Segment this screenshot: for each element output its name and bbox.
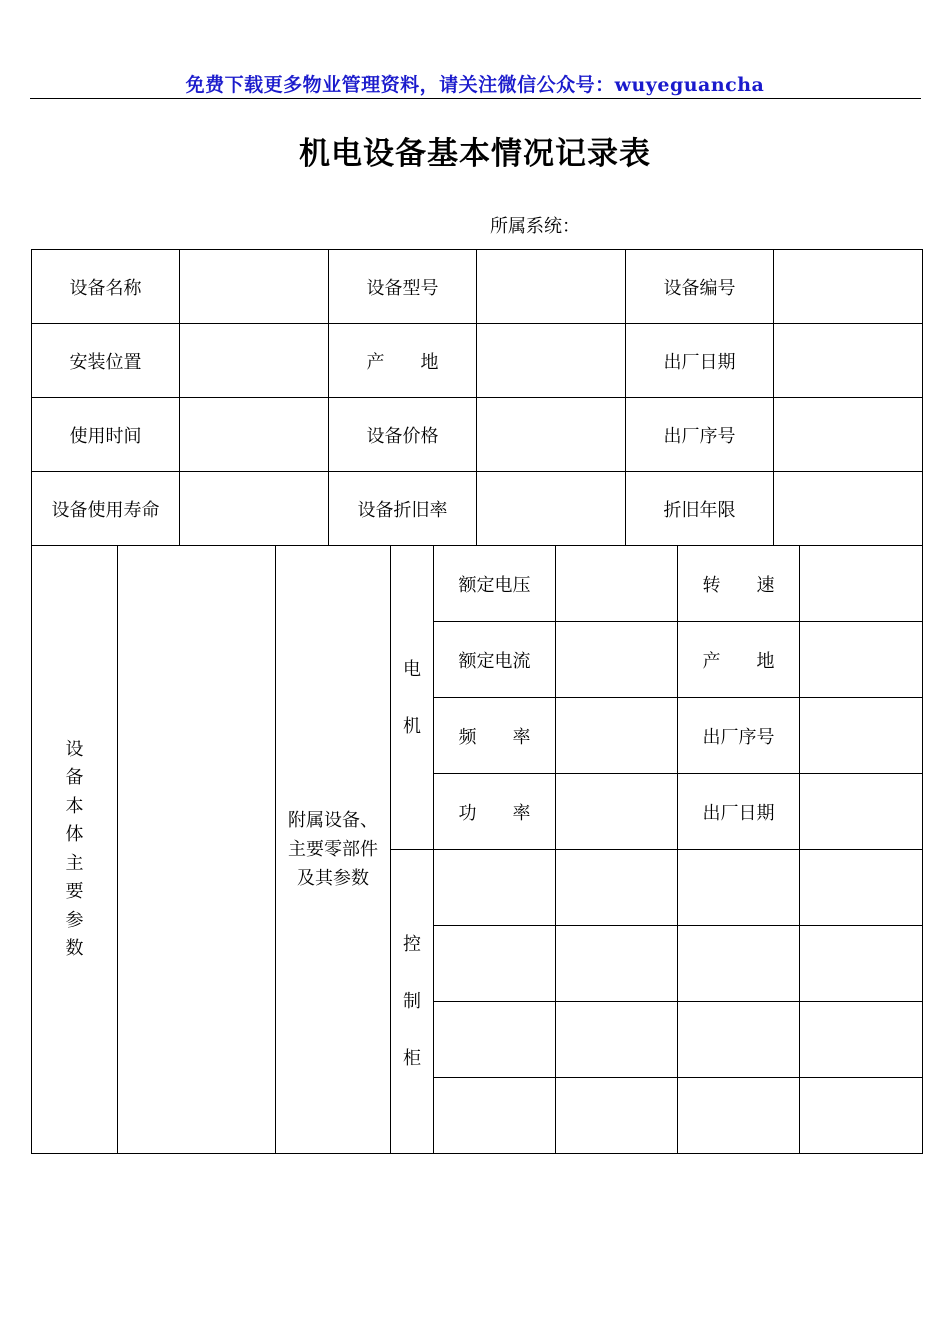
cabinet-cell[interactable] — [678, 1078, 800, 1154]
frequency-field[interactable] — [556, 698, 678, 774]
parameters-table — [31, 545, 923, 1154]
cabinet-cell[interactable] — [556, 926, 678, 1002]
label-speed: 转 速 — [678, 546, 800, 622]
cabinet-cell[interactable] — [434, 850, 556, 926]
manufacture-date-field[interactable] — [774, 324, 923, 398]
motor-origin-field[interactable] — [800, 622, 923, 698]
cabinet-cell[interactable] — [800, 1002, 923, 1078]
label-service-life: 设备使用寿命 — [32, 472, 180, 546]
label-motor-origin: 产 地 — [678, 622, 800, 698]
service-life-field[interactable] — [180, 472, 329, 546]
motor-serial-field[interactable] — [800, 698, 923, 774]
device-name-field[interactable] — [180, 250, 329, 324]
cabinet-cell[interactable] — [800, 926, 923, 1002]
main-params-label-cell — [32, 546, 118, 1154]
header-banner: 免费下载更多物业管理资料，请关注微信公众号：wuyeguancha — [185, 74, 765, 96]
motor-label: 电机 — [403, 658, 421, 737]
label-depreciation-years: 折旧年限 — [626, 472, 774, 546]
label-usage-time: 使用时间 — [32, 398, 180, 472]
install-location-field[interactable] — [180, 324, 329, 398]
header-divider — [30, 98, 921, 99]
cabinet-cell[interactable] — [678, 926, 800, 1002]
main-params-label: 设备本体主要参数 — [65, 738, 84, 959]
cabinet-cell[interactable] — [800, 1078, 923, 1154]
label-frequency: 频 率 — [434, 698, 556, 774]
cabinet-cell[interactable] — [434, 1002, 556, 1078]
label-rated-voltage: 额定电压 — [434, 546, 556, 622]
label-install-location: 安装位置 — [32, 324, 180, 398]
serial-number-field[interactable] — [774, 398, 923, 472]
label-depreciation-rate: 设备折旧率 — [329, 472, 477, 546]
cabinet-cell[interactable] — [556, 1002, 678, 1078]
label-rated-current: 额定电流 — [434, 622, 556, 698]
depreciation-years-field[interactable] — [774, 472, 923, 546]
label-manufacture-date: 出厂日期 — [626, 324, 774, 398]
system-label: 所属系统： — [490, 216, 580, 237]
table-row — [32, 546, 923, 622]
motor-date-field[interactable] — [800, 774, 923, 850]
main-params-field[interactable] — [118, 546, 276, 1154]
label-device-model: 设备型号 — [329, 250, 477, 324]
table-row — [32, 250, 923, 324]
speed-field[interactable] — [800, 546, 923, 622]
label-device-name: 设备名称 — [32, 250, 180, 324]
label-device-price: 设备价格 — [329, 398, 477, 472]
label-power: 功 率 — [434, 774, 556, 850]
cabinet-cell[interactable] — [434, 1078, 556, 1154]
basic-info-table — [31, 249, 923, 546]
cabinet-cell[interactable] — [678, 1002, 800, 1078]
accessory-label: 附属设备、主要零部件及其参数 — [288, 810, 378, 889]
origin-field[interactable] — [477, 324, 626, 398]
device-price-field[interactable] — [477, 398, 626, 472]
device-model-field[interactable] — [477, 250, 626, 324]
table-row — [32, 398, 923, 472]
page-title: 机电设备基本情况记录表 — [299, 136, 651, 172]
cabinet-cell[interactable] — [556, 850, 678, 926]
label-origin: 产 地 — [329, 324, 477, 398]
table-row — [32, 324, 923, 398]
power-field[interactable] — [556, 774, 678, 850]
accessory-label-cell — [276, 546, 391, 1154]
cabinet-cell[interactable] — [556, 1078, 678, 1154]
label-motor-serial: 出厂序号 — [678, 698, 800, 774]
label-serial-number: 出厂序号 — [626, 398, 774, 472]
device-number-field[interactable] — [774, 250, 923, 324]
label-device-number: 设备编号 — [626, 250, 774, 324]
cabinet-cell[interactable] — [434, 926, 556, 1002]
label-motor-date: 出厂日期 — [678, 774, 800, 850]
table-row — [32, 472, 923, 546]
depreciation-rate-field[interactable] — [477, 472, 626, 546]
cabinet-cell[interactable] — [800, 850, 923, 926]
rated-voltage-field[interactable] — [556, 546, 678, 622]
rated-current-field[interactable] — [556, 622, 678, 698]
motor-label-cell — [391, 546, 434, 850]
usage-time-field[interactable] — [180, 398, 329, 472]
cabinet-label-cell — [391, 850, 434, 1154]
cabinet-label: 控制柜 — [403, 934, 421, 1069]
cabinet-cell[interactable] — [678, 850, 800, 926]
